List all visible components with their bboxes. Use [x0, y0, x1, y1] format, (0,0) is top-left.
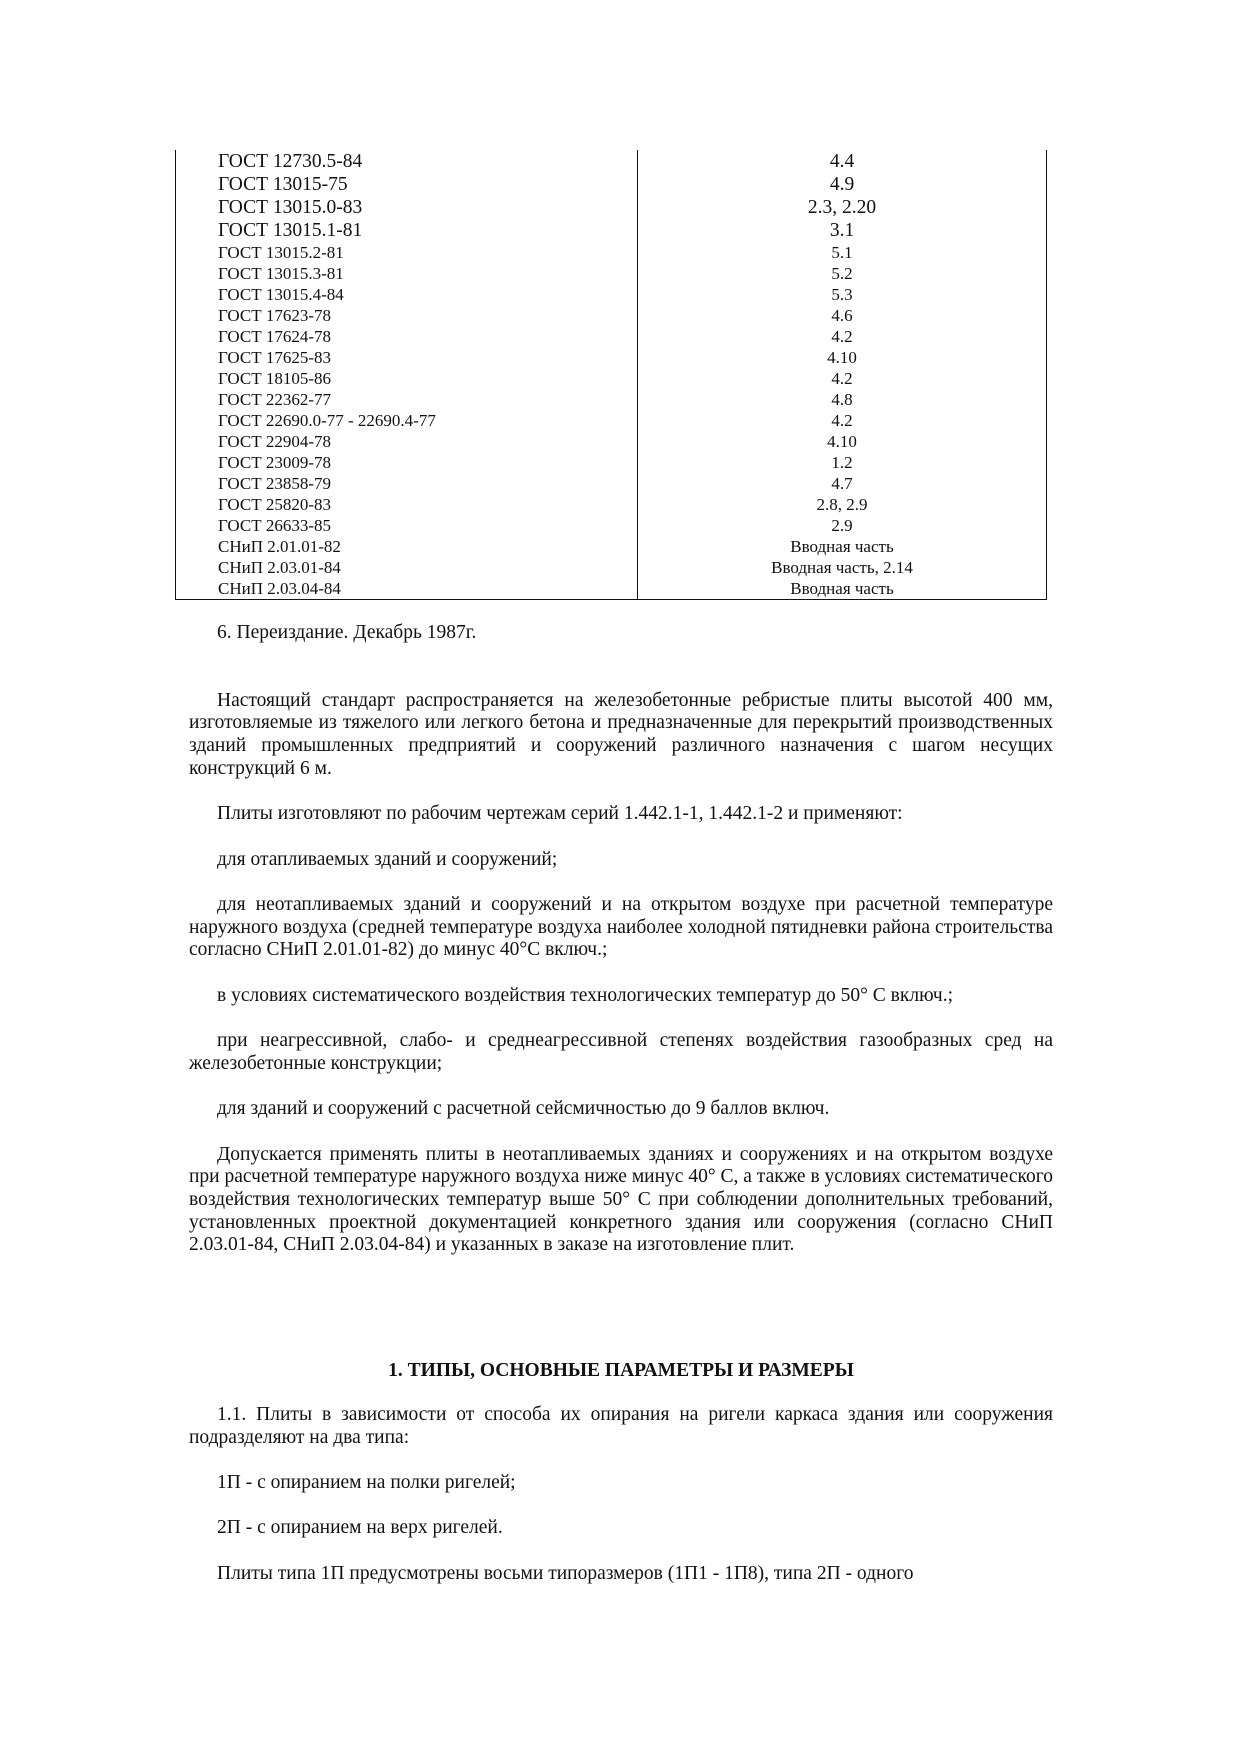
reference-section: 4.2	[638, 410, 1047, 431]
reference-doc: ГОСТ 22362-77	[176, 389, 638, 410]
reference-doc: ГОСТ 26633-85	[176, 515, 638, 536]
reference-section: 4.2	[638, 326, 1047, 347]
paragraph: 2П - с опиранием на верх ригелей.	[217, 1517, 503, 1539]
table-row	[176, 347, 1047, 368]
table-row	[176, 410, 1047, 431]
reference-section: 5.2	[638, 263, 1047, 284]
table-row	[176, 284, 1047, 305]
table-row	[176, 368, 1047, 389]
reference-section: 5.3	[638, 284, 1047, 305]
table-row	[176, 196, 1047, 219]
reference-section: 4.7	[638, 473, 1047, 494]
reference-section: 3.1	[638, 219, 1047, 242]
reference-section: 2.8, 2.9	[638, 494, 1047, 515]
reference-doc: ГОСТ 13015.4-84	[176, 284, 638, 305]
table-row	[176, 305, 1047, 326]
reference-section: Вводная часть	[638, 578, 1047, 600]
reference-section: 4.10	[638, 431, 1047, 452]
reference-doc: ГОСТ 22690.0-77 - 22690.4-77	[176, 410, 638, 431]
paragraph: в условиях систематического воздействия технологических температур до 50° С включ.;	[217, 984, 954, 1006]
table-row	[176, 326, 1047, 347]
section-heading: 1. ТИПЫ, ОСНОВНЫЕ ПАРАМЕТРЫ И РАЗМЕРЫ	[388, 1360, 854, 1381]
table-row	[176, 515, 1047, 536]
table-row	[176, 452, 1047, 473]
reference-doc: СНиП 2.03.04-84	[176, 578, 638, 600]
paragraph: Плиты изготовляют по рабочим чертежам серий 1.442.1-1, 1.442.1-2 и применяют:	[217, 803, 903, 825]
paragraph: Настоящий стандарт распространяется на железобетонные ребристые плиты высотой 400 мм, изготовляемые из тяжелого или легкого бетона и предназначенные для перекрытий производственных зданий промышленных предприятий и сооружений различного назначения с шагом несущих конструкций 6 м.	[189, 689, 1053, 779]
body-text	[189, 622, 1053, 1257]
reference-doc: ГОСТ 13015-75	[176, 173, 638, 196]
reference-section: Вводная часть	[638, 536, 1047, 557]
reference-doc: ГОСТ 13015.0-83	[176, 196, 638, 219]
reference-doc: ГОСТ 13015.2-81	[176, 242, 638, 263]
table-row	[176, 431, 1047, 452]
paragraph: для неотапливаемых зданий и сооружений и на открытом воздухе при расчетной температуре наружного воздуха (средней температуре воздуха наиболее холодной пятидневки района строительства согласно СНиП 2.01.01-82) до минус 40°С включ.;	[189, 893, 1053, 961]
table-row	[176, 263, 1047, 284]
paragraph: для зданий и сооружений с расчетной сейсмичностью до 9 баллов включ.	[217, 1098, 830, 1120]
paragraph: для отапливаемых зданий и сооружений;	[217, 848, 558, 870]
section-1-text	[189, 1404, 1053, 1586]
reference-doc: ГОСТ 23858-79	[176, 473, 638, 494]
paragraph: Плиты типа 1П предусмотрены восьми типоразмеров (1П1 - 1П8), типа 2П - одного	[217, 1562, 914, 1584]
reference-doc: ГОСТ 23009-78	[176, 452, 638, 473]
reference-doc: ГОСТ 17623-78	[176, 305, 638, 326]
reference-doc: ГОСТ 13015.1-81	[176, 219, 638, 242]
reference-table	[175, 150, 1047, 600]
table-row	[176, 473, 1047, 494]
paragraph: 1.1. Плиты в зависимости от способа их опирания на ригели каркаса здания или сооружения подразделяют на два типа:	[189, 1404, 1053, 1448]
reference-section: Вводная часть, 2.14	[638, 557, 1047, 578]
table-row	[176, 389, 1047, 410]
table-row	[176, 150, 1047, 173]
reference-doc: ГОСТ 12730.5-84	[176, 150, 638, 173]
reference-doc: ГОСТ 13015.3-81	[176, 263, 638, 284]
reference-section: 4.10	[638, 347, 1047, 368]
paragraph: 1П - с опиранием на полки ригелей;	[217, 1472, 516, 1494]
table-row	[176, 578, 1047, 600]
reissue-note: 6. Переиздание. Декабрь 1987г.	[217, 622, 477, 643]
paragraph: Допускается применять плиты в неотапливаемых зданиях и сооружениях и на открытом воздухе при расчетной температуре наружного воздуха ниже минус 40° С, а также в условиях систематического воздействия технологических температур выше 50° С при соблюдении дополнительных требований, установленных проектной документацией конкретного здания или сооружения (согласно СНиП 2.03.01-84, СНиП 2.03.04-84) и указанных в заказе на изготовление плит.	[189, 1143, 1053, 1256]
reference-table-body	[176, 150, 1047, 600]
reference-section: 4.2	[638, 368, 1047, 389]
paragraph: при неагрессивной, слабо- и среднеагрессивной степенях воздействия газообразных сред на железобетонные конструкции;	[189, 1030, 1053, 1074]
table-row	[176, 173, 1047, 196]
table-row	[176, 536, 1047, 557]
reference-doc: ГОСТ 17625-83	[176, 347, 638, 368]
reference-doc: СНиП 2.03.01-84	[176, 557, 638, 578]
table-row	[176, 219, 1047, 242]
reference-doc: СНиП 2.01.01-82	[176, 536, 638, 557]
table-row	[176, 557, 1047, 578]
reference-doc: ГОСТ 22904-78	[176, 431, 638, 452]
reference-section: 4.6	[638, 305, 1047, 326]
reference-section: 1.2	[638, 452, 1047, 473]
reference-section: 4.8	[638, 389, 1047, 410]
reference-section: 4.4	[638, 150, 1047, 173]
table-row	[176, 242, 1047, 263]
reference-doc: ГОСТ 25820-83	[176, 494, 638, 515]
reference-section: 2.9	[638, 515, 1047, 536]
reference-doc: ГОСТ 18105-86	[176, 368, 638, 389]
reference-doc: ГОСТ 17624-78	[176, 326, 638, 347]
reference-section: 5.1	[638, 242, 1047, 263]
reference-section: 4.9	[638, 173, 1047, 196]
table-row	[176, 494, 1047, 515]
reference-section: 2.3, 2.20	[638, 196, 1047, 219]
